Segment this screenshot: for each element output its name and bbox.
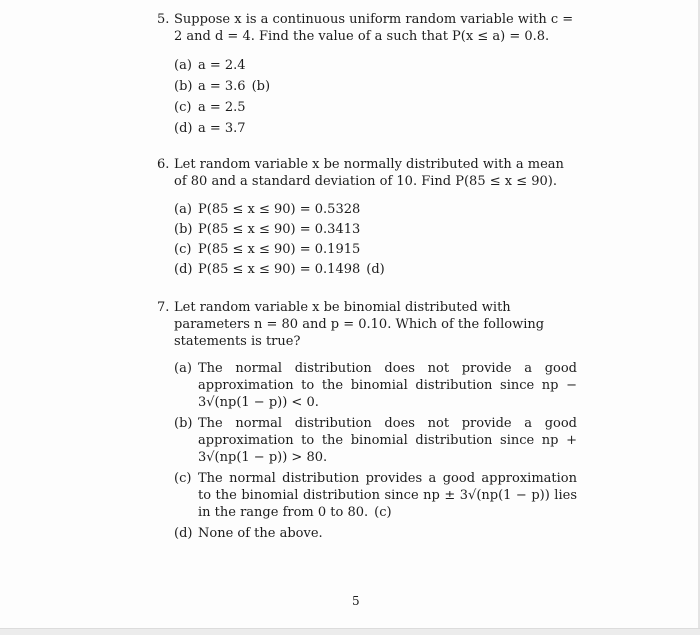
question-6-option-b: (b) P(85 ≤ x ≤ 90) = 0.3413 — [174, 222, 361, 237]
question-5 — [157, 11, 577, 141]
question-7-answer: (c) — [374, 505, 392, 520]
bottom-divider — [0, 628, 700, 635]
question-7-options — [174, 360, 577, 542]
question-6-option-d: (d) P(85 ≤ x ≤ 90) = 0.1498 (d) — [174, 262, 385, 277]
question-5-number: 5. — [157, 12, 170, 27]
question-5-stem: Suppose x is a continuous uniform random variable with c = 2 and d = 4. Find the value of a such that P(x ≤ a) = 0.8. — [174, 12, 574, 44]
question-5-option-a: (a) a = 2.4 — [174, 58, 246, 73]
question-5-answer: (b) — [251, 79, 271, 94]
page-number: 5 — [352, 594, 360, 608]
question-7 — [157, 299, 577, 546]
question-7-option-c: (c) The normal distribution provides a good approximation to the binomial distribution since np ± 3√(np(1 − p)) lies in the range from 0 to 80. (c) — [174, 471, 577, 520]
question-6-answer: (d) — [366, 262, 385, 277]
question-6-number: 6. — [157, 157, 170, 172]
question-7-option-d: (d) None of the above. — [174, 526, 323, 541]
question-7-option-b: (b) The normal distribution does not provide a good approximation to the binomial distribution since np + 3√(np(1 − p)) > 80. — [174, 416, 577, 465]
question-7-stem: Let random variable x be binomial distributed with parameters n = 80 and p = 0.10. Which of the following statements is true? — [174, 300, 545, 349]
question-7-option-a: (a) The normal distribution does not provide a good approximation to the binomial distribution since np − 3√(np(1 − p)) < 0. — [174, 361, 577, 410]
question-5-option-d: (d) a = 3.7 — [174, 121, 246, 136]
question-6-option-a: (a) P(85 ≤ x ≤ 90) = 0.5328 — [174, 202, 361, 217]
question-7-number: 7. — [157, 300, 170, 315]
question-5-option-c: (c) a = 2.5 — [174, 100, 246, 115]
question-6 — [157, 156, 577, 281]
question-6-option-c: (c) P(85 ≤ x ≤ 90) = 0.1915 — [174, 242, 361, 257]
question-5-option-b: (b) a = 3.6 (b) — [174, 79, 271, 94]
question-6-stem: Let random variable x be normally distributed with a mean of 80 and a standard deviation of 10. Find P(85 ≤ x ≤ 90). — [174, 157, 564, 189]
question-6-options — [174, 201, 577, 278]
question-5-options — [174, 57, 577, 137]
